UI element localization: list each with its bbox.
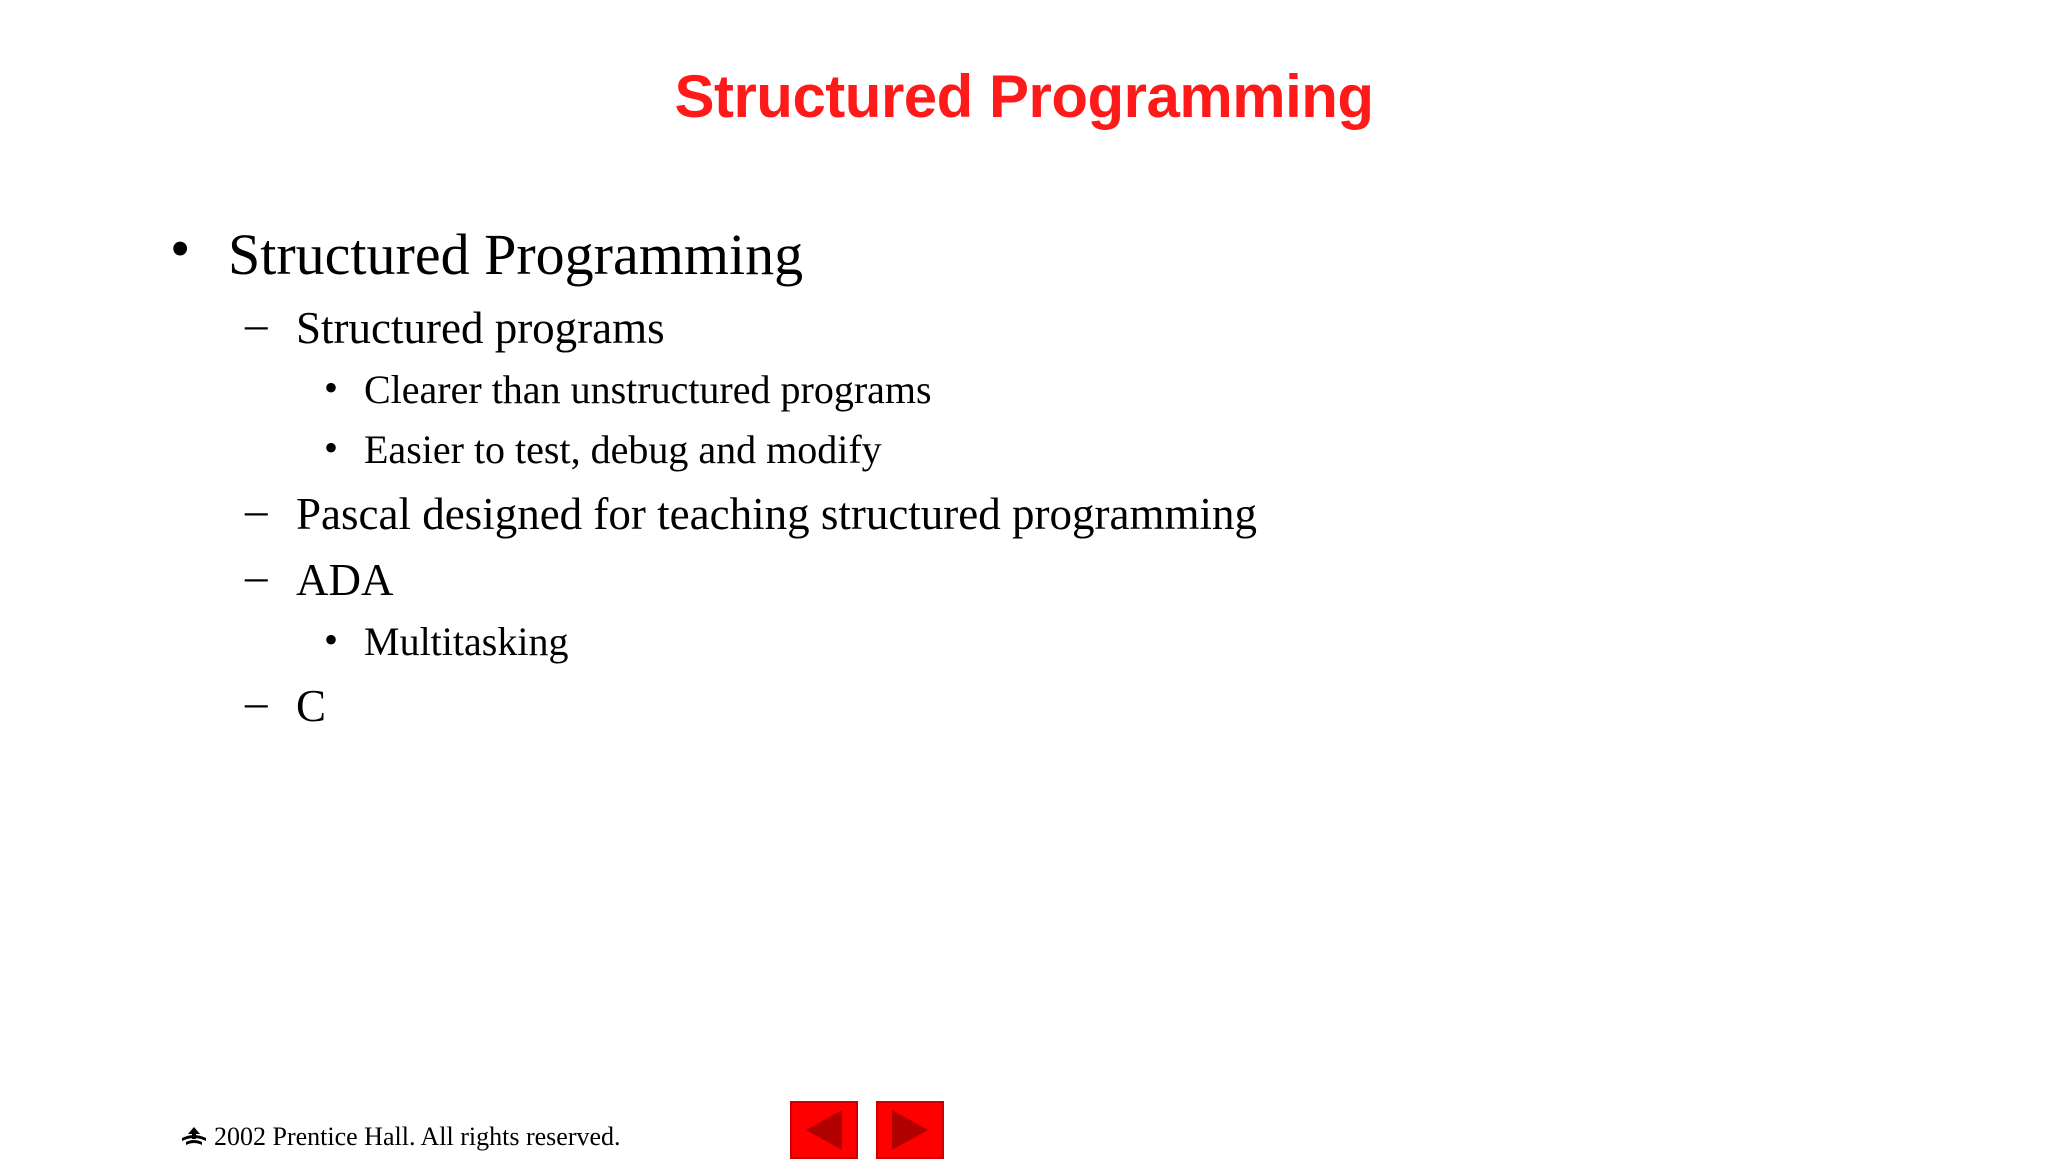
outline-item-6: ADA [296,555,394,605]
next-slide-button[interactable] [876,1101,944,1159]
outline-bullet-6: – [245,551,268,601]
outline-bullet-3: • [324,365,339,410]
previous-slide-button[interactable] [790,1101,858,1159]
outline-item-2: Structured programs [296,303,665,353]
outline-bullet-5: – [245,485,268,535]
outline-bullet-8: – [245,677,268,727]
copyright-text: 2002 Prentice Hall. All rights reserved. [214,1122,621,1151]
footer [180,1124,621,1153]
outline-bullet-2: – [245,299,268,349]
outline-item-4: Easier to test, debug and modify [364,427,882,472]
outline-item-5: Pascal designed for teaching structured programming [296,489,1257,539]
outline-bullet-1: • [170,216,191,281]
outline-item-8: C [296,681,327,731]
triangle-left-icon [792,1103,856,1157]
outline-item-1: Structured Programming [228,222,804,287]
outline-bullet-7: • [324,617,339,662]
slide-title: Structured Programming [674,63,1374,130]
outline-item-3: Clearer than unstructured programs [364,367,932,412]
triangle-right-icon [878,1103,942,1157]
outline-bullet-4: • [324,425,339,470]
prentice-hall-logo-icon [180,1126,208,1153]
outline-item-7: Multitasking [364,619,569,664]
